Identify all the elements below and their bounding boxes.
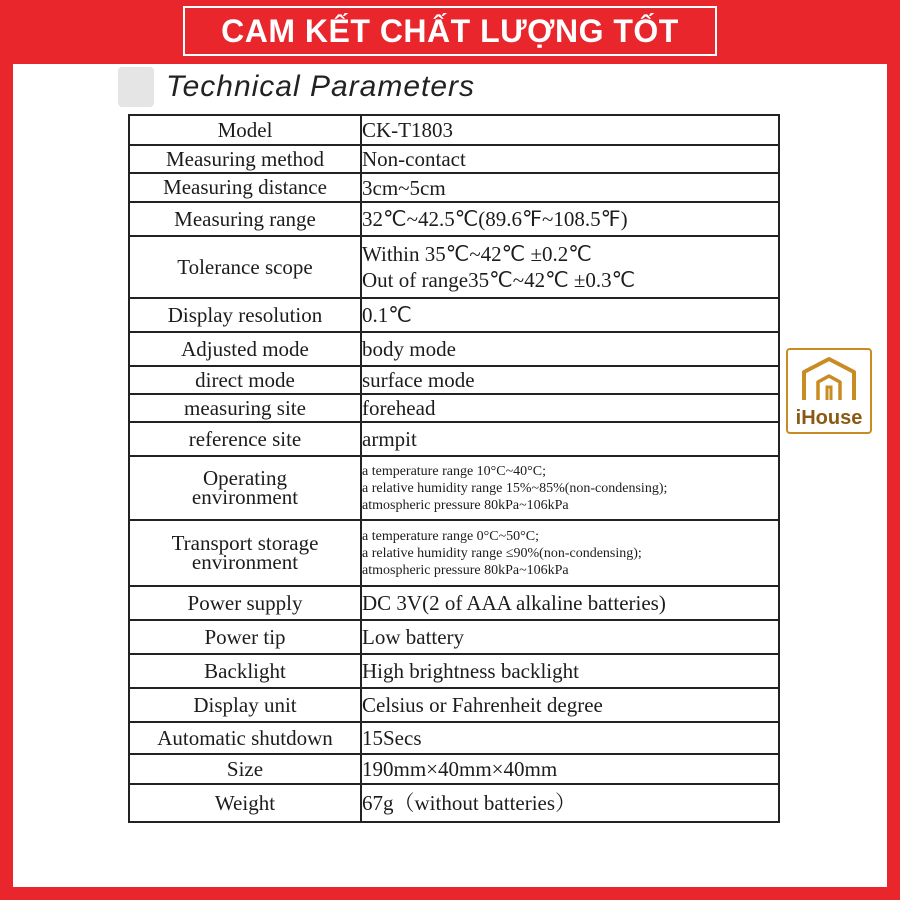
param-label: Model (129, 115, 361, 145)
param-value: body mode (361, 332, 779, 366)
label-line: environment (191, 485, 299, 509)
param-value-multiline (361, 456, 779, 520)
param-label: Power supply (129, 586, 361, 620)
param-label-multiline (129, 456, 361, 520)
value-line: Out of range35℃~42℃ ±0.3℃ (362, 268, 636, 292)
param-label: reference site (129, 422, 361, 456)
param-label: Backlight (129, 654, 361, 688)
table-row (129, 202, 779, 236)
param-value: 67g（without batteries） (361, 784, 779, 822)
label-line: Transport storage (171, 531, 319, 555)
param-value: 0.1℃ (361, 298, 779, 332)
param-label: Size (129, 754, 361, 784)
table-row (129, 722, 779, 754)
table-row (129, 394, 779, 422)
ihouse-logo (786, 348, 872, 434)
param-value: armpit (361, 422, 779, 456)
table-row (129, 366, 779, 394)
param-label: Automatic shutdown (129, 722, 361, 754)
table-row (129, 620, 779, 654)
param-label: Measuring method (129, 145, 361, 173)
param-label: direct mode (129, 366, 361, 394)
param-label: measuring site (129, 394, 361, 422)
param-value: 32℃~42.5℃(89.6℉~108.5℉) (361, 202, 779, 236)
table-row (129, 456, 779, 520)
value-line: atmospheric pressure 80kPa~106kPa (362, 562, 569, 578)
param-value: 3cm~5cm (361, 173, 779, 202)
value-line: a relative humidity range ≤90%(non-condensing); (362, 545, 642, 561)
logo-text: iHouse (795, 407, 863, 429)
param-value: CK-T1803 (361, 115, 779, 145)
blurred-brand-icon (118, 67, 154, 107)
param-value: 190mm×40mm×40mm (361, 754, 779, 784)
value-line: a temperature range 10°C~40°C; (362, 463, 546, 479)
param-value: High brightness backlight (361, 654, 779, 688)
table-row (129, 784, 779, 822)
page-title: Technical Parameters (166, 70, 476, 103)
param-value: Low battery (361, 620, 779, 654)
label-line: Operating (203, 466, 287, 490)
table-row (129, 173, 779, 202)
value-line: atmospheric pressure 80kPa~106kPa (362, 497, 569, 513)
param-label-multiline (129, 520, 361, 586)
param-value: Celsius or Fahrenheit degree (361, 688, 779, 722)
param-value: 15Secs (361, 722, 779, 754)
red-frame-left (0, 0, 13, 900)
param-label: Weight (129, 784, 361, 822)
param-label: Adjusted mode (129, 332, 361, 366)
param-value: forehead (361, 394, 779, 422)
param-value-multiline (361, 520, 779, 586)
table-row (129, 332, 779, 366)
title-bar (118, 62, 475, 112)
red-frame-bottom (0, 887, 900, 900)
param-label: Display resolution (129, 298, 361, 332)
table-row (129, 115, 779, 145)
value-line: a relative humidity range 15%~85%(non-condensing); (362, 480, 668, 496)
table-row (129, 298, 779, 332)
value-line: a temperature range 0°C~50°C; (362, 528, 539, 544)
parameters-table (128, 114, 780, 823)
param-value: surface mode (361, 366, 779, 394)
param-label: Power tip (129, 620, 361, 654)
table-row (129, 520, 779, 586)
value-line: Within 35℃~42℃ ±0.2℃ (362, 242, 592, 266)
table-row (129, 754, 779, 784)
param-label: Tolerance scope (129, 236, 361, 298)
red-frame-right (887, 0, 900, 900)
table-row (129, 654, 779, 688)
param-value: Non-contact (361, 145, 779, 173)
param-label: Measuring range (129, 202, 361, 236)
quality-banner: CAM KẾT CHẤT LƯỢNG TỐT (183, 6, 717, 56)
label-line: environment (191, 550, 299, 574)
table-row (129, 236, 779, 298)
table-row (129, 586, 779, 620)
house-icon (800, 356, 858, 402)
table-row (129, 688, 779, 722)
param-value-multiline (361, 236, 779, 298)
table-row (129, 422, 779, 456)
table-row (129, 145, 779, 173)
param-label: Display unit (129, 688, 361, 722)
param-label: Measuring distance (129, 173, 361, 202)
param-value: DC 3V(2 of AAA alkaline batteries) (361, 586, 779, 620)
